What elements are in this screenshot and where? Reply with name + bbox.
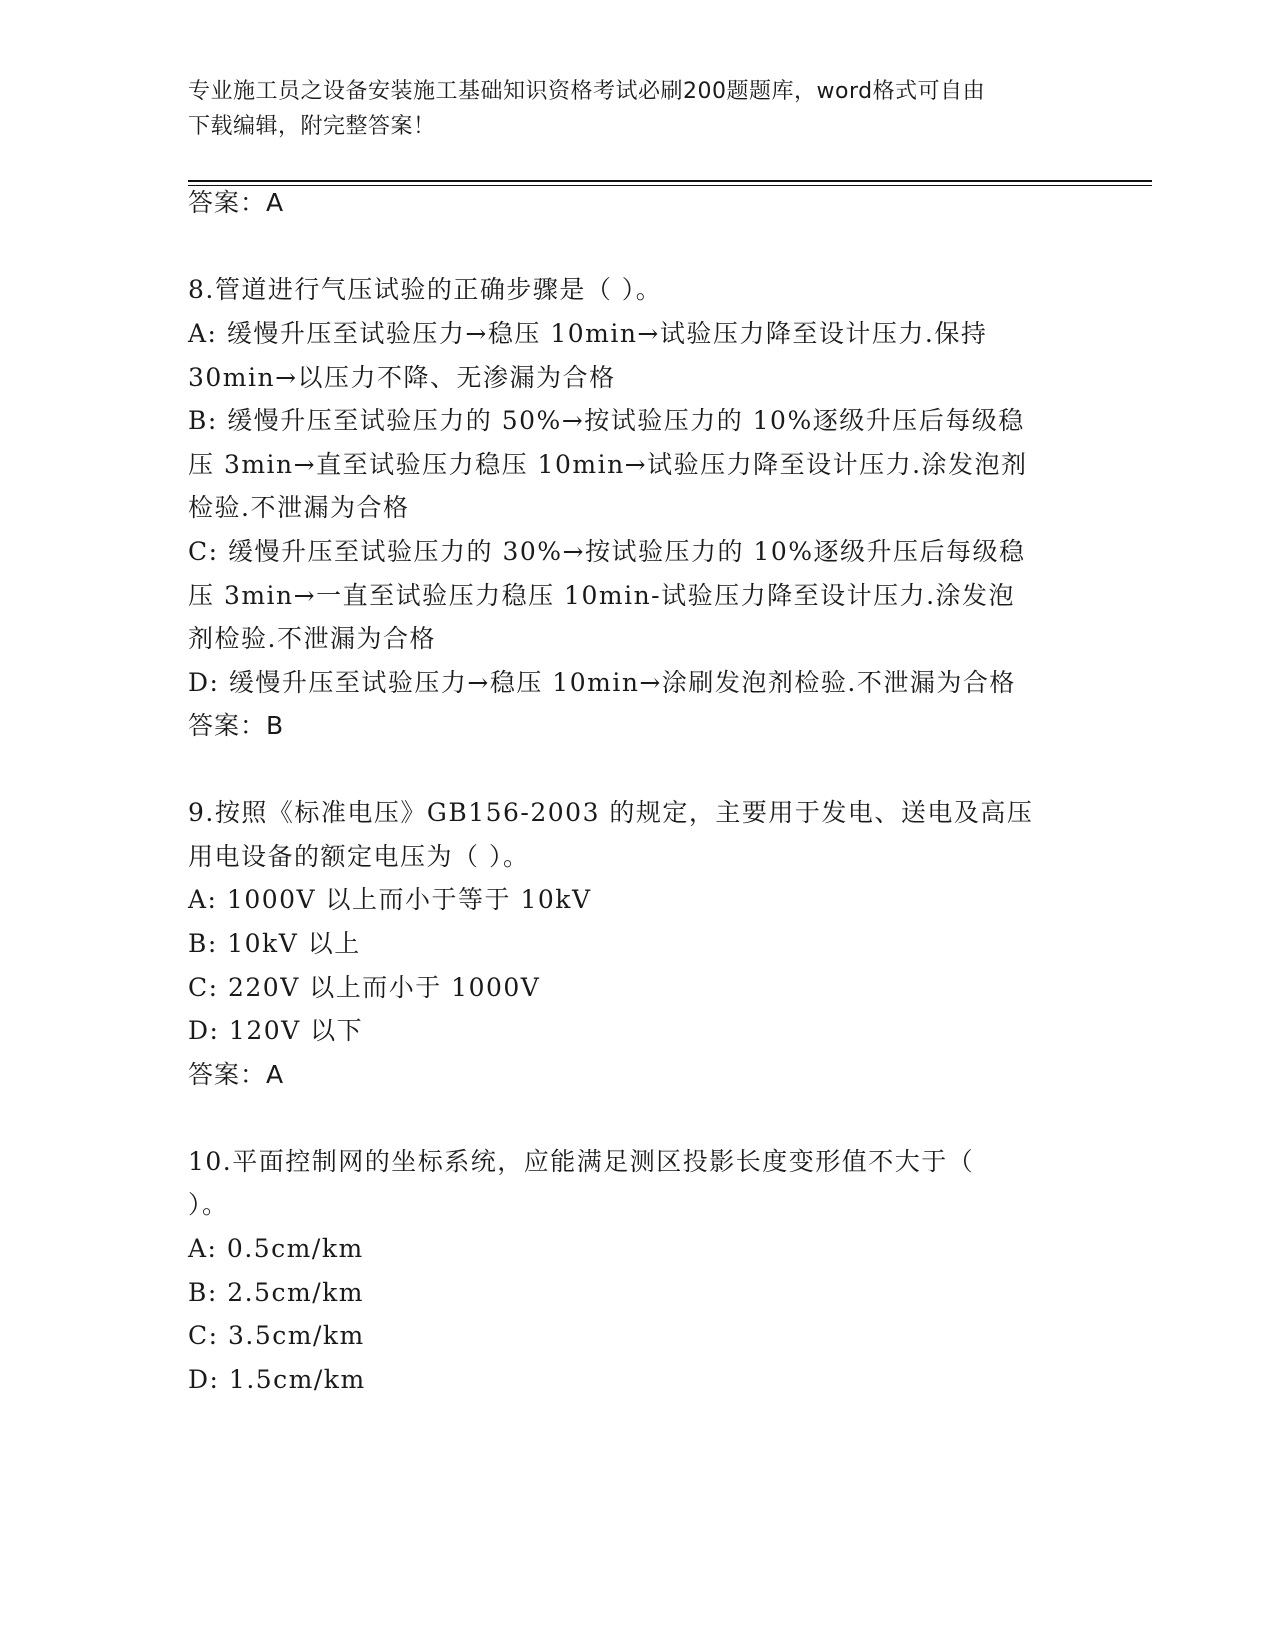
q8-option-c-line1: C: 缓慢升压至试验压力的 30%→按试验压力的 10%逐级升压后每级稳 bbox=[188, 537, 1026, 566]
answer-prev: 答案：A bbox=[188, 188, 285, 217]
q9-option-d: D: 120V 以下 bbox=[188, 1016, 364, 1045]
page-header bbox=[188, 74, 1088, 144]
q8-option-b-line2: 压 3min→直至试验压力稳压 10min→试验压力降至设计压力.涂发泡剂 bbox=[188, 450, 1028, 479]
q8-option-a-line1: A: 缓慢升压至试验压力→稳压 10min→试验压力降至设计压力.保持 bbox=[188, 319, 988, 348]
q10-option-a: A: 0.5cm/km bbox=[188, 1234, 364, 1263]
q10-question-line1: 10.平面控制网的坐标系统，应能满足测区投影长度变形值不大于（ bbox=[188, 1147, 975, 1176]
q8-option-c-line2: 压 3min→一直至试验压力稳压 10min-试验压力降至设计压力.涂发泡 bbox=[188, 581, 1016, 610]
q8-question: 8.管道进行气压试验的正确步骤是（ ）。 bbox=[188, 275, 663, 304]
q8-answer: 答案：B bbox=[188, 711, 285, 740]
q8-option-b-line3: 检验.不泄漏为合格 bbox=[188, 493, 410, 522]
q9-question-line2: 用电设备的额定电压为（ ）。 bbox=[188, 842, 530, 871]
q9-option-a: A: 1000V 以上而小于等于 10kV bbox=[188, 885, 592, 914]
q9-option-b: B: 10kV 以上 bbox=[188, 929, 361, 958]
q8-option-d: D: 缓慢升压至试验压力→稳压 10min→涂刷发泡剂检验.不泄漏为合格 bbox=[188, 668, 1016, 697]
q8-option-a-line2: 30min→以压力不降、无渗漏为合格 bbox=[188, 363, 616, 392]
q10-option-b: B: 2.5cm/km bbox=[188, 1278, 364, 1307]
q8-option-c-line3: 剂检验.不泄漏为合格 bbox=[188, 624, 436, 653]
header-divider-thin bbox=[188, 185, 1152, 186]
q9-question-line1: 9.按照《标准电压》GB156-2003 的规定，主要用于发电、送电及高压 bbox=[188, 798, 1034, 827]
q10-question-line2: ）。 bbox=[188, 1190, 229, 1219]
header-title-line1: 专业施工员之设备安装施工基础知识资格考试必刷200题题库，word格式可自由 bbox=[188, 79, 986, 104]
q8-option-b-line1: B: 缓慢升压至试验压力的 50%→按试验压力的 10%逐级升压后每级稳 bbox=[188, 406, 1025, 435]
q9-answer: 答案：A bbox=[188, 1060, 285, 1089]
q9-option-c: C: 220V 以上而小于 1000V bbox=[188, 973, 541, 1002]
header-divider-thick bbox=[188, 180, 1152, 182]
header-title-line2: 下载编辑，附完整答案！ bbox=[188, 114, 436, 139]
q10-option-d: D: 1.5cm/km bbox=[188, 1365, 366, 1394]
q10-option-c: C: 3.5cm/km bbox=[188, 1321, 365, 1350]
